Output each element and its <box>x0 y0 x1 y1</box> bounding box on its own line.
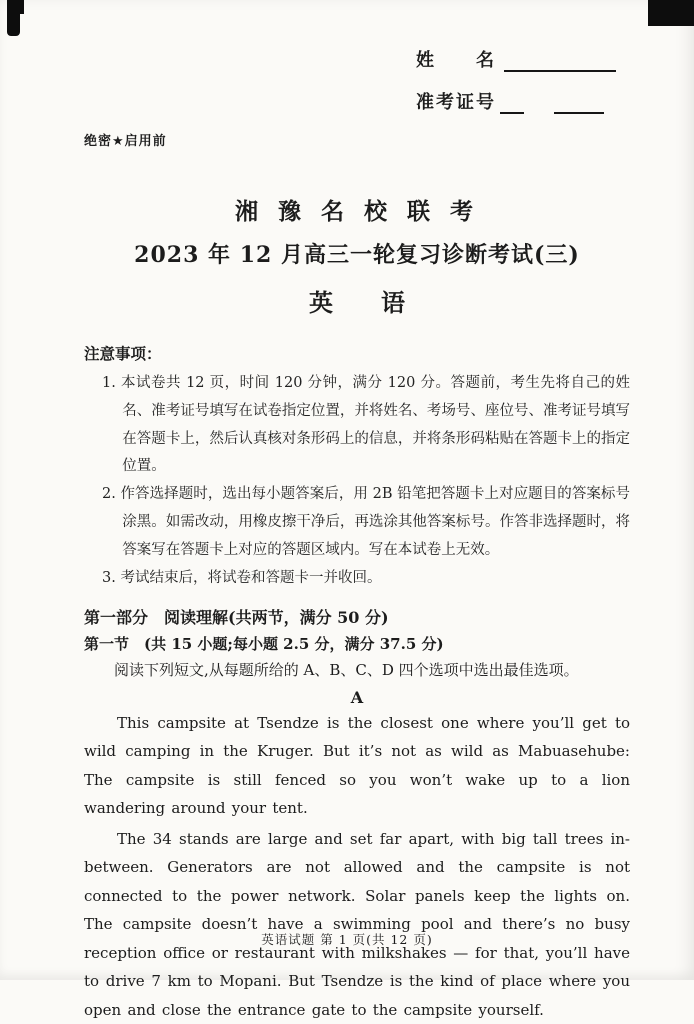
admission-field-row <box>416 88 616 114</box>
notice-heading: 注意事项： <box>84 344 162 363</box>
part-one-heading: 第一部分 阅读理解(共两节，满分 50 分) <box>84 607 389 627</box>
passage-paragraph-2: The 34 stands are large and set far apart, with big tall trees in-between. Generators are not allowed and the campsite is not connected to the power network. Solar panels keep the lights on. The campsite doesn’t have a swimming pool and there’s no busy reception office or restaurant with milkshakes — for that, you’ll have to drive 7 km to Mopani. But Tsendze is the kind of place where you open and close the entrance gate to the campsite yourself. <box>84 829 630 1019</box>
notice-list <box>102 370 630 593</box>
name-label: 姓 名 <box>416 50 496 71</box>
section-one-heading: 第一节 (共 15 小题;每小题 2.5 分，满分 37.5 分) <box>84 634 444 653</box>
name-field-row <box>416 46 616 72</box>
candidate-fields <box>416 46 616 114</box>
subject-title: 英 语 <box>309 288 405 317</box>
notice-item-3: 3. 考试结束后，将试卷和答题卡一并收回。 <box>102 569 382 586</box>
passage-a <box>84 709 630 1024</box>
secrecy-label: 绝密★启用前 <box>84 134 167 149</box>
exam-subtitle: 2023 年 12 月高三一轮复习诊断考试(三) <box>134 242 580 268</box>
notice-item-2: 2. 作答选择题时，选出每小题答案后，用 2B 铅笔把答题卡上对应题目的答案标号涂黑。如需改动，用橡皮擦干净后，再选涂其他答案标号。作答非选择题时，将答案写在答题卡上对应的答题区域内。写在本试卷上无效。 <box>102 486 630 558</box>
notice-item-1: 1. 本试卷共 12 页，时间 120 分钟，满分 120 分。答题前，考生先将自己的姓名、准考证号填写在试卷指定位置，并将姓名、考场号、座位号、准考证号填写在答题卡上，然后认真核对条形码上的信息，并将条形码粘贴在答题卡上的指定位置。 <box>102 375 630 475</box>
name-blank-line <box>504 54 616 72</box>
passage-paragraph-1: This campsite at Tsendze is the closest one where you’ll get to wild camping in the Kruger. But it’s not as wild as Mabuasehube: The campsite is still fenced so you won’t wake up to a lion wandering around your tent. <box>84 713 630 818</box>
admission-blank-line-2 <box>554 96 604 114</box>
page-footer: 英语试题 第 1 页(共 12 页) <box>261 932 433 947</box>
admission-number-label: 准考证号 <box>416 92 496 113</box>
title-block <box>84 193 630 318</box>
reading-instruction: 阅读下列短文,从每题所给的 A、B、C、D 四个选项中选出最佳选项。 <box>114 660 579 679</box>
admission-blank-line-1 <box>500 96 524 114</box>
exam-title: 湘 豫 名 校 联 考 <box>234 198 480 225</box>
passage-a-label: A <box>350 687 364 707</box>
